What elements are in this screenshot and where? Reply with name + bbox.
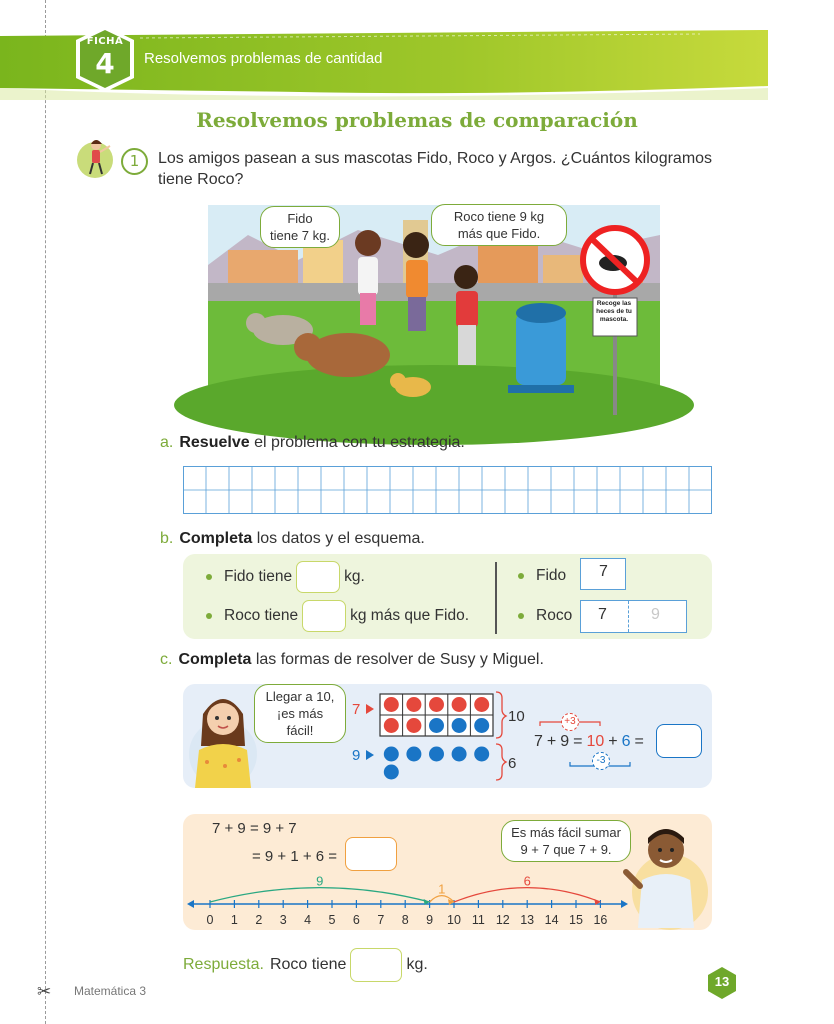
arrow-right-icon <box>621 900 628 908</box>
miguel-line-1: 7 + 9 = 9 + 7 <box>212 820 297 837</box>
schema-value: 7 <box>598 606 607 623</box>
number-line-label: 0 <box>206 913 214 927</box>
eq-operator: + <box>608 733 618 750</box>
counter-dot <box>429 697 444 712</box>
sign-line: heces de tu <box>596 308 632 315</box>
section-c-instruction <box>160 651 544 669</box>
eq-term: 7 <box>534 733 543 750</box>
number-line-label: 2 <box>255 913 263 927</box>
instruction-text: el problema con tu estrategia. <box>254 434 465 451</box>
schema-roco-row <box>518 600 572 632</box>
counter-dot <box>384 765 399 780</box>
eq-term: 10 <box>586 733 605 750</box>
sign-text <box>594 300 634 324</box>
number-line-label: 13 <box>520 913 535 927</box>
answer-kg-input[interactable] <box>350 948 402 982</box>
instruction-verb: Completa <box>179 530 253 547</box>
miguel-speech-bubble <box>501 820 631 862</box>
jump-label: 6 <box>523 873 531 889</box>
row-label-nine: 9 <box>352 747 361 764</box>
jump-label: 1 <box>438 881 446 897</box>
fido-data-line <box>206 560 365 594</box>
brace-bottom-label: 6 <box>508 755 517 772</box>
jump-arc <box>454 888 600 902</box>
miguel-avatar-icon <box>622 820 714 932</box>
bullet-icon <box>206 574 212 580</box>
number-line-label: 6 <box>352 913 360 927</box>
line-text: kg. <box>344 568 365 585</box>
brace-bottom <box>496 744 506 780</box>
instruction-verb: Resuelve <box>179 434 250 451</box>
schema-faded-value[interactable]: 9 <box>651 606 660 623</box>
fido-speech-bubble <box>260 206 340 248</box>
number-line-label: 9 <box>426 913 434 927</box>
number-line-label: 12 <box>495 913 510 927</box>
answer-text: Roco tiene <box>269 956 347 973</box>
brace-top <box>496 692 506 738</box>
instruction-verb: Completa <box>178 651 252 668</box>
line-text: Fido tiene <box>224 568 293 585</box>
number-line-label: 15 <box>569 913 583 927</box>
schema-label: Roco <box>536 607 573 624</box>
counter-dot <box>406 697 421 712</box>
answer-text: kg. <box>406 956 428 973</box>
jump-label: 9 <box>316 873 324 889</box>
bubble-text-line: Roco tiene 9 kg <box>453 209 545 224</box>
sign-line: Recoge las <box>596 300 632 307</box>
question-text: Los amigos pasean a sus mascotas Fido, Roco y Argos. ¿Cuántos kilogramos tiene Roco? <box>158 150 713 188</box>
counter-dot <box>452 718 467 733</box>
counter-dot <box>384 697 399 712</box>
bubble-text-line: más que Fido. <box>457 226 541 241</box>
line-text: Roco tiene <box>224 607 299 624</box>
bubble-text-line: Es más fácil sumar <box>511 825 621 840</box>
roco-data-line <box>206 599 469 633</box>
susy-equation <box>534 733 644 751</box>
counter-dot <box>452 747 467 762</box>
number-line-label: 10 <box>447 913 461 927</box>
schema-roco-bar <box>580 600 687 633</box>
number-line-label: 3 <box>279 913 287 927</box>
jump-arc <box>210 888 430 902</box>
section-b-instruction <box>160 530 425 548</box>
ficha-number: 4 <box>95 47 115 80</box>
roco-speech-bubble <box>431 204 567 246</box>
counter-dot <box>384 747 399 762</box>
counter-dot <box>429 747 444 762</box>
instruction-text: los datos y el esquema. <box>256 530 425 547</box>
girl-avatar-icon <box>76 136 118 182</box>
number-line-label: 11 <box>471 913 485 927</box>
bullet-icon <box>206 613 212 619</box>
susy-avatar-icon <box>185 684 265 798</box>
number-line-label: 5 <box>328 913 336 927</box>
scissors-icon: ✂ <box>37 982 52 1002</box>
section-letter: b. <box>160 530 174 547</box>
bubble-text-line: tiene 7 kg. <box>270 228 330 243</box>
brace-top-label: 10 <box>508 708 525 725</box>
counter-dot <box>452 697 467 712</box>
counter-dot <box>406 718 421 733</box>
section-a-instruction <box>160 434 465 452</box>
answer-line <box>183 948 428 982</box>
plus-three-badge: +3 <box>561 713 579 731</box>
section-letter: a. <box>160 434 174 451</box>
row-label-seven: 7 <box>352 701 361 718</box>
miguel-line-2: = 9 + 1 + 6 = <box>252 848 338 865</box>
ten-frame-diagram <box>350 690 525 786</box>
page-number: 13 <box>714 974 730 989</box>
work-grid[interactable] <box>183 466 712 514</box>
bullet-icon <box>518 613 524 619</box>
susy-speech-bubble <box>254 684 346 743</box>
answer-label: Respuesta. <box>183 956 264 973</box>
susy-answer-input[interactable] <box>656 724 702 758</box>
counter-dot <box>429 718 444 733</box>
arrow-icon <box>366 750 374 760</box>
eq-operator: = <box>634 733 644 750</box>
fido-kg-input[interactable] <box>296 561 340 593</box>
bullet-icon <box>518 573 524 579</box>
bubble-text-line: 9 + 7 que 7 + 9. <box>520 842 612 857</box>
bubble-text-line: ¡es más fácil! <box>276 706 324 738</box>
minus-three-badge: -3 <box>592 752 610 770</box>
bubble-text-line: Fido <box>287 211 313 226</box>
number-line-label: 16 <box>593 913 608 927</box>
ficha-label: FICHA <box>86 36 124 47</box>
sign-line: mascota. <box>599 316 629 323</box>
counter-dot <box>474 747 489 762</box>
counter-dot <box>474 718 489 733</box>
number-line-label: 14 <box>544 913 559 927</box>
number-line <box>185 866 635 930</box>
panel-divider <box>495 562 497 634</box>
roco-diff-input[interactable] <box>302 600 346 632</box>
arrow-left-icon <box>187 900 194 908</box>
header-title: Resolvemos problemas de cantidad <box>144 50 383 67</box>
book-title: Matemática 3 <box>74 984 147 998</box>
counter-dot <box>384 718 399 733</box>
line-text: kg más que Fido. <box>350 607 470 624</box>
question-number: 1 <box>121 148 148 175</box>
page-title: Resolvemos problemas de comparación <box>196 108 638 132</box>
number-line-label: 7 <box>377 913 385 927</box>
schema-fido-bar: 7 <box>580 558 626 590</box>
counter-dot <box>406 747 421 762</box>
number-line-label: 8 <box>401 913 409 927</box>
eq-operator: = <box>573 733 583 750</box>
number-line-label: 1 <box>230 913 238 927</box>
eq-term: 9 <box>560 733 570 750</box>
eq-term: 6 <box>621 733 631 750</box>
arrow-icon <box>366 704 374 714</box>
section-letter: c. <box>160 651 173 668</box>
bubble-text-line: Llegar a 10, <box>265 689 335 704</box>
schema-fido-row <box>518 560 566 592</box>
cut-line <box>45 0 46 1024</box>
counter-dot <box>474 697 489 712</box>
schema-split <box>628 601 629 632</box>
schema-label: Fido <box>536 567 567 584</box>
instruction-text: las formas de resolver de Susy y Miguel. <box>255 651 544 668</box>
eq-operator: + <box>546 733 557 750</box>
number-line-label: 4 <box>304 913 312 927</box>
